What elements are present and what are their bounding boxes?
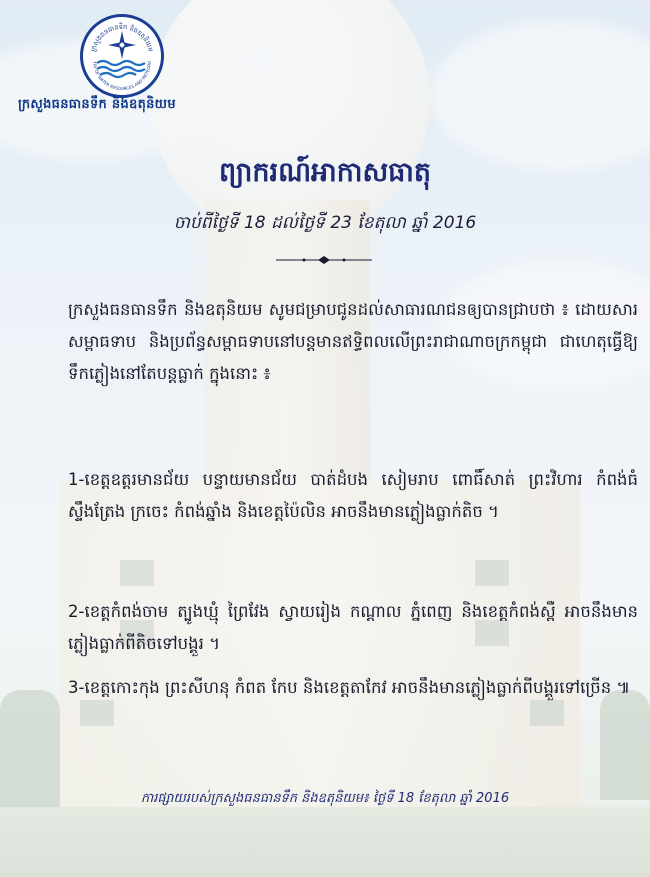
logo-text-top: ក្រសួងធនធានទឹក និងឧតុនិយម <box>89 22 155 53</box>
ministry-logo-icon <box>80 14 164 98</box>
forecast-item: 2-ខេត្តកំពង់ចាម ត្បូងឃ្មុំ ព្រៃវែង ស្វាយរៀង កណ្តាល ភ្នំពេញ និងខេត្តកំពង់ស្ពឺ អាចនឹងមានភ្លៀងធ្លាក់ពីតិចទៅបង្គួរ ។ <box>68 602 638 653</box>
date-range: ចាប់ពីថ្ងៃទី 18 ដល់ថ្ងៃទី 23 ខែតុលា ឆ្នាំ 2016 <box>173 213 477 233</box>
publication-footer: ការផ្សាយរបស់ក្រសួងធនធានទឹក និងឧតុនិយម៖ ថ្ងៃទី 18 ខែតុលា ឆ្នាំ 2016 <box>140 791 510 806</box>
forecast-item: 1-ខេត្តឧត្តរមានជ័យ បន្ទាយមានជ័យ បាត់ដំបង សៀមរាប ពោធិ៍សាត់ ព្រះវិហារ កំពង់ធំ ស្ទឹងត្រែង ក្រចេះ កំពង់ឆ្នាំង និងខេត្តប៉ៃលិន អាចនឹងមានភ្លៀងធ្លាក់តិច ។ <box>68 470 638 521</box>
intro-paragraph: ក្រសួងធនធានទឹក និងឧតុនិយម សូមជម្រាបជូនដល់សាធារណជនឲ្យបានជ្រាបថា ៖ ដោយសារសម្ពាធទាប និងប្រព័ន្ធសម្ពាធទាបនៅបន្តមានឥទ្ធិពលលើព្រះរាជាណាចក្រកម្ពុជា ជាហេតុធ្វើឱ្យទឹកភ្លៀងនៅតែបន្តធ្លាក់ ក្នុងនោះ ៖ <box>68 300 638 383</box>
forecast-item: 3-ខេត្តកោះកុង ព្រះសីហនុ កំពត កែប និងខេត្តតាកែវ អាចនឹងមានភ្លៀងធ្លាក់ពីបង្គួរទៅច្រើន ៕ <box>68 678 631 697</box>
divider-ornament-icon <box>274 254 374 266</box>
compass-star-icon <box>108 31 136 59</box>
water-waves-icon <box>97 61 145 77</box>
ministry-name: ក្រសួងធនធានទឹក និងឧតុនិយម <box>18 97 176 112</box>
logo-text-bottom: TRY OF WATER RESOURCES AND METEORO <box>91 60 153 92</box>
page-title: ព្យាករណ៍អាកាសធាតុ <box>219 157 431 188</box>
